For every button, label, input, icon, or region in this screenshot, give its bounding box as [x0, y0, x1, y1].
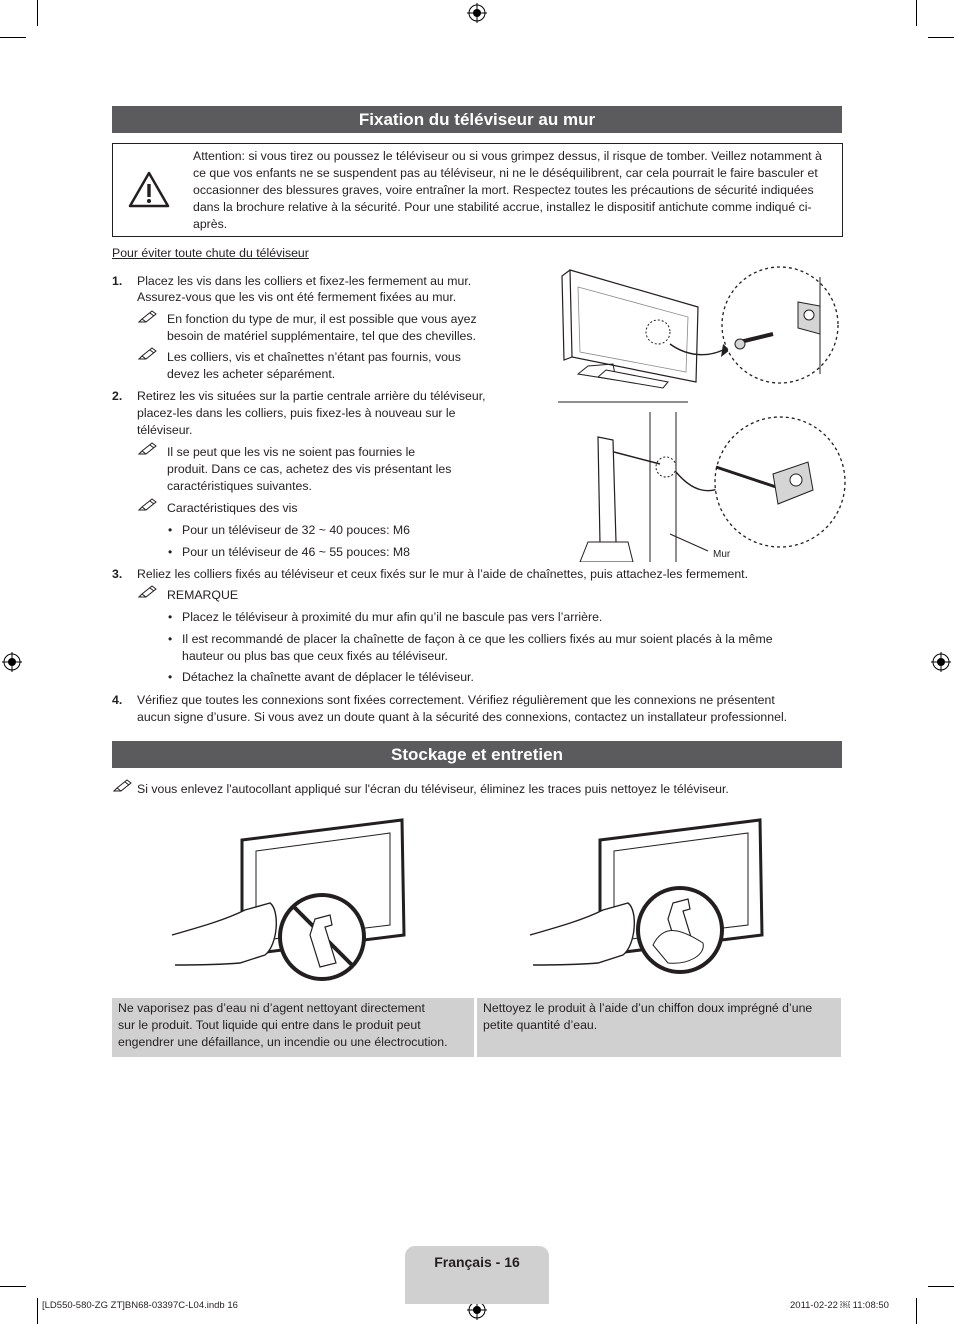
bullet-icon: • — [168, 610, 173, 624]
note2a-line2: produit. Dans ce cas, achetez des vis présentant les — [167, 462, 452, 476]
step4-line2: aucun signe d’usure. Si vous avez un doute quant à la sécurité des connexions, contactez un installateur professionnel. — [137, 710, 788, 724]
note2a-line3: caractéristiques suivantes. — [167, 479, 312, 493]
warning-body: : si vous tirez ou poussez le téléviseur ou si vous grimpez dessus, il risque de tomber. Veillez notamment à ce que vos enfants ne se suspendent pas au téléviseur, ni ne le déséquilibrent, car cela pourrait le faire basculer et occasionner des blessures graves, voire entraîner la mort. Respectez toutes les précautions de sécurité indiquées dans la brochure relative à la sécurité. Pour une stabilité accrue, installez le dispositif antichute comme indiqué ci-après. — [193, 149, 822, 231]
step2-line3: téléviseur. — [137, 423, 193, 437]
date-info: 2011-02-22 ￼ 11:08:50 — [790, 1300, 889, 1311]
crop-mark — [0, 1286, 26, 1287]
subheading-prevent-fall: Pour éviter toute chute du téléviseur — [112, 246, 309, 260]
step-number: 1. — [112, 274, 123, 288]
note1a-line2: besoin de matériel supplémentaire, tel que des chevilles. — [167, 329, 476, 343]
registration-mark-icon — [2, 652, 22, 672]
bullet-icon: • — [168, 632, 173, 646]
caption-right-line2: petite quantité d’eau. — [483, 1018, 598, 1032]
wall-label: Mur — [713, 549, 731, 560]
page-number-tab — [405, 1246, 549, 1304]
note-pencil-icon — [138, 585, 158, 599]
note1b-line1: Les colliers, vis et chaînettes n’étant pas fournis, vous — [167, 350, 461, 364]
caption-left-line3: engendrer une défaillance, un incendie ou une électrocution. — [118, 1035, 448, 1049]
caption-use-soft-cloth — [477, 998, 841, 1057]
note-pencil-icon — [138, 347, 158, 361]
caption-left-line1: Ne vaporisez pas d’eau ni d’agent nettoyant directement — [118, 1001, 425, 1015]
bullet-icon: • — [168, 545, 173, 559]
step-number: 4. — [112, 693, 123, 707]
bullet3b-line2: hauteur ou plus bas que ceux fixés au téléviseur. — [182, 649, 448, 663]
registration-mark-icon — [467, 3, 487, 23]
step2-line1: Retirez les vis situées sur la partie centrale arrière du téléviseur, — [137, 389, 486, 403]
step2-line2: placez-les dans les colliers, puis fixez-les à nouveau sur le — [137, 406, 456, 420]
section-title-wall-mount: Fixation du téléviseur au mur — [112, 106, 842, 133]
step1-line2: Assurez-vous que les vis ont été fermement fixées au mur. — [137, 290, 457, 304]
note2a-line1: Il se peut que les vis ne soient pas fournies le — [167, 445, 416, 459]
wall-mount-illustration — [558, 262, 848, 562]
bullet3b-line1: Il est recommandé de placer la chaînette de façon à ce que les colliers fixés au mur soient placés à la même — [182, 632, 773, 646]
remarque-label: REMARQUE — [167, 588, 239, 602]
page-label: Français - 16 — [434, 1254, 520, 1270]
caption-left-line2: sur le produit. Tout liquide qui entre dans le produit peut — [118, 1018, 421, 1032]
section-title-storage: Stockage et entretien — [112, 741, 842, 768]
step4-line1: Vérifiez que toutes les connexions sont fixées correctement. Vérifiez régulièrement que les connexions ne présentent — [137, 693, 775, 707]
crop-mark — [37, 0, 38, 26]
crop-mark — [928, 1286, 954, 1287]
cloth-clean-illustration — [528, 815, 768, 995]
storage-note: Si vous enlevez l'autocollant appliqué sur l'écran du téléviseur, éliminez les traces puis nettoyez le téléviseur. — [137, 782, 729, 796]
warning-triangle-icon — [127, 170, 171, 210]
warning-text — [193, 148, 833, 233]
crop-mark — [37, 1298, 38, 1324]
bullet-screw-m8: Pour un téléviseur de 46 ~ 55 pouces: M8 — [182, 545, 410, 559]
crop-mark — [916, 1298, 917, 1324]
note1b-line2: devez les acheter séparément. — [167, 367, 336, 381]
note-pencil-icon — [113, 779, 133, 793]
note1a-line1: En fonction du type de mur, il est possible que vous ayez — [167, 312, 477, 326]
note2b: Caractéristiques des vis — [167, 501, 298, 515]
note-pencil-icon — [138, 310, 158, 324]
bullet-icon: • — [168, 523, 173, 537]
bullet3a: Placez le téléviseur à proximité du mur afin qu’il ne bascule pas vers l’arrière. — [182, 610, 603, 624]
crop-mark — [0, 37, 26, 38]
bullet-icon: • — [168, 670, 173, 684]
crop-mark — [916, 0, 917, 26]
crop-mark — [928, 37, 954, 38]
step-number: 3. — [112, 567, 123, 581]
caption-do-not-spray — [112, 998, 474, 1057]
step1-line1: Placez les vis dans les colliers et fixez-les fermement au mur. — [137, 274, 472, 288]
bullet-screw-m6: Pour un téléviseur de 32 ~ 40 pouces: M6 — [182, 523, 410, 537]
no-spray-illustration — [170, 815, 410, 995]
registration-mark-icon — [931, 652, 951, 672]
caption-right-line1: Nettoyez le produit à l’aide d’un chiffon doux imprégné d’une — [483, 1001, 813, 1015]
bullet3c: Détachez la chaînette avant de déplacer le téléviseur. — [182, 670, 474, 684]
file-info: [LD550-580-ZG ZT]BN68-03397C-L04.indb 16 — [42, 1300, 238, 1311]
step3-text: Reliez les colliers fixés au téléviseur et ceux fixés sur le mur à l’aide de chaînettes, puis attachez-les fermement. — [137, 567, 749, 581]
warning-label: Attention — [193, 149, 242, 163]
step-number: 2. — [112, 389, 123, 403]
note-pencil-icon — [138, 442, 158, 456]
note-pencil-icon — [138, 498, 158, 512]
warning-box — [112, 143, 843, 237]
